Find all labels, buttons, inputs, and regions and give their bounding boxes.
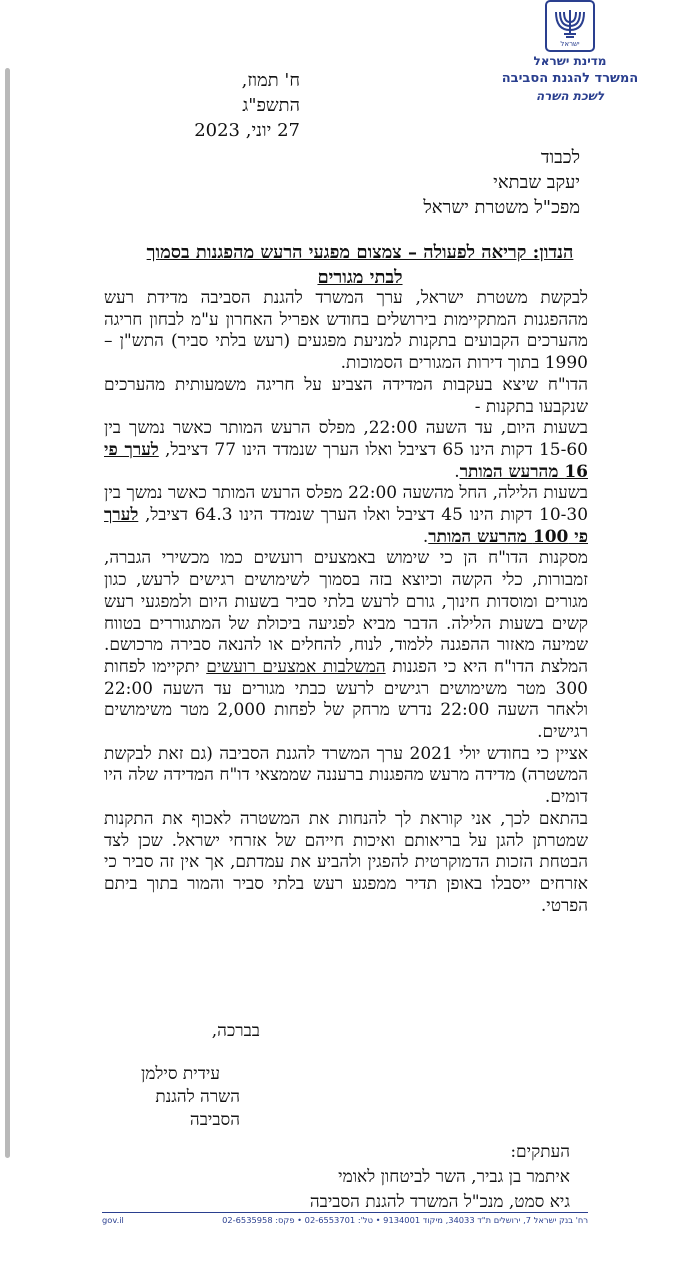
signer-title-2: הסביבה bbox=[189, 1110, 240, 1130]
letterhead-office: לשכת השרה bbox=[535, 89, 605, 103]
svg-text:ישראל: ישראל bbox=[560, 40, 580, 48]
paragraph-request: לבקשת משטרת ישראל, ערך המשרד להגנת הסביבה מדידת רעש מההפגנות המתקיימות בירושלים בחודש אפריל האחרון ע"מ לבחון חריגה מהערכים הקבועים בתקנות למניעת מפגעים (רעש בלתי סביר) התש"ן – 1990 בתוך דירות המגורים הסמוכות. bbox=[104, 288, 588, 374]
hebrew-date-day: ח' תמוז, bbox=[241, 70, 300, 91]
day-noise-emphasis: לערך פי 16 מהרעש המותר bbox=[104, 439, 588, 482]
letterhead-ministry: המשרד להגנת הסביבה bbox=[501, 71, 639, 86]
subject-line: הנדון: קריאה לפעולה – צמצום מפגעי הרעש מהפגנות בסמוך לבתי מגורים bbox=[146, 242, 574, 288]
signer-title-1: השרה להגנת bbox=[155, 1087, 240, 1107]
date-block bbox=[100, 68, 300, 143]
letter-body bbox=[104, 288, 588, 917]
copy-recipient-1: איתמר בן גביר, השר לביטחון לאומי bbox=[338, 1167, 570, 1187]
letterhead bbox=[490, 0, 650, 103]
salutation: לכבוד bbox=[540, 147, 580, 168]
paragraph-raanana: אציין כי בחודש יולי 2021 ערך המשרד להגנת הסביבה (גם זאת לבקשת המשטרה) מדידה מרעש מהפגנות ברעננה שממצאי דו"ח המדידה שלה היו דומים. bbox=[104, 743, 588, 808]
night-noise-emphasis: לערך פי 100 מהרעש המותר bbox=[104, 505, 588, 547]
day-noise-text: בשעות היום, עד השעה 22:00, מפלס הרעש המותר כאשר נמשך בין 15-60 דקות הינו 65 דציבל ואלו הערך שנמדד הינו 77 דציבל, bbox=[104, 418, 588, 460]
paragraph-call-to-action: בהתאם לכך, אני קוראת לך להנחות את המשטרה לאכוף את התקנות שמטרתן להגן על בריאותם ואיכות חייהם של אזרחי ישראל. שכן לצד הבטחת הזכות הדמוקרטית להפגין ולהביע את עמדתם, אך אין זה סביר כי אזרחים ייסבלו באופן תדיר ממפגע רעש בלתי סביר והמור בתוך ביתם הפרטי. bbox=[104, 808, 588, 916]
copies-block bbox=[310, 1140, 570, 1215]
paragraph-conclusions bbox=[104, 548, 588, 743]
paragraph-report: הדו"ח שיצא בעקבות המדידה הצביע על חריגה משמעותית מהערכים שנקבעו בתקנות - bbox=[104, 374, 588, 417]
addressee-name: יעקב שבתאי bbox=[493, 172, 580, 193]
signature-block bbox=[141, 1020, 270, 1132]
hebrew-date-year: התשפ"ג bbox=[242, 95, 300, 116]
state-emblem-icon bbox=[544, 0, 596, 52]
footer-address: רח' בנק ישראל 7, ירושלים ת"ד 34033, מיקוד 9134001 • טל': 02-6553701 • פקס: 02-6535958 bbox=[222, 1215, 588, 1225]
conclusions-text-a: מסקנות הדו"ח הן כי שימוש באמצעים רועשים כמו מכשירי הגברה, זמבורות, כלי הקשה וכיוצא בזה בסמוך לשימושים רגישים לרעש, כגון מגורים ומוסדות חינוך, גורם לרעש בלתי סביר בשעות היום ולמפגעי רעש קשים בשעות הלילה. הדבר מביא לפגיעה ביכולת של המתגוררים בטווח שמיעה מאזור ההפגנה ללמוד, לנוח, להחלים או להנאה סבירה מרכושם. המלצת הדו"ח היא כי הפגנות bbox=[104, 548, 588, 677]
signer-name: עידית סילמן bbox=[141, 1064, 220, 1084]
addressee bbox=[423, 145, 580, 220]
conclusions-text-b: יתקיימו לפחות 300 מטר משימושים רגישים לרעש כבתי מגורים עד השעה 22:00 ולאחר השעה 22:00 נדרש מרחק של לפחות 2,000 מטר משימושים רגישים. bbox=[104, 656, 588, 743]
copy-recipient-2: גיא סמט, מנכ"ל המשרד להגנת הסביבה bbox=[309, 1192, 570, 1212]
footer bbox=[102, 1215, 588, 1225]
gregorian-date: 27 יוני, 2023 bbox=[194, 120, 300, 141]
scrollbar[interactable] bbox=[5, 68, 10, 1158]
copies-label: העתקים: bbox=[510, 1142, 570, 1162]
closing: בברכה, bbox=[211, 1021, 260, 1041]
paragraph-day-noise: בשעות היום, עד השעה 22:00, מפלס הרעש המותר כאשר נמשך בין 15-60 דקות הינו 65 דציבל ואלו הערך שנמדד הינו 77 דציבל, לערך פי 16 מהרעש המותר. bbox=[104, 418, 588, 482]
night-noise-text: בשעות הלילה, החל מהשעה 22:00 מפלס הרעש המותר כאשר נמשך בין 10-30 דקות הינו 45 דציבל ואלו הערך שנמדד הינו 64.3 דציבל, bbox=[104, 483, 589, 526]
letterhead-state: מדינת ישראל bbox=[533, 54, 607, 68]
footer-site-link[interactable]: gov.il bbox=[102, 1215, 124, 1225]
addressee-title: מפכ"ל משטרת ישראל bbox=[423, 197, 580, 218]
conclusions-underlined: המשלבות אמצעים רועשים bbox=[206, 656, 386, 677]
footer-divider bbox=[102, 1212, 588, 1213]
paragraph-night-noise: בשעות הלילה, החל מהשעה 22:00 מפלס הרעש המותר כאשר נמשך בין 10-30 דקות הינו 45 דציבל ואלו הערך שנמדד הינו 64.3 דציבל, לערך פי 100 מהרעש המותר. bbox=[104, 483, 589, 547]
